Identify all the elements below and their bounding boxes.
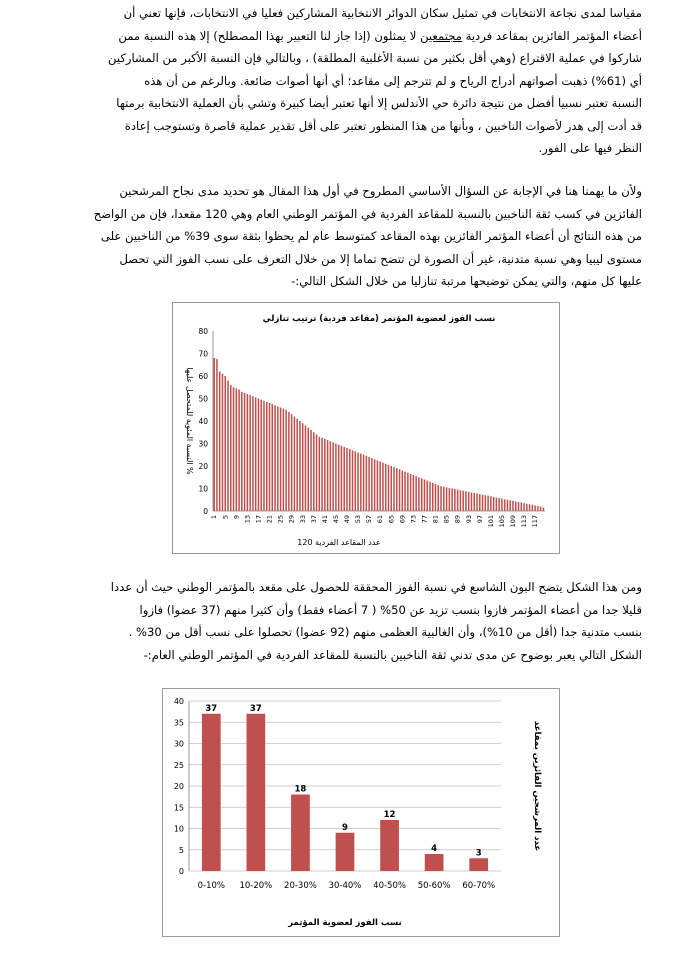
x-tick-label: 93 <box>464 515 473 524</box>
y-tick-label: 30 <box>198 439 208 449</box>
data-bar <box>316 435 318 512</box>
data-bar <box>523 503 525 511</box>
data-bar <box>521 502 523 511</box>
data-bar <box>407 473 409 511</box>
data-bar <box>473 493 475 511</box>
data-bar <box>462 491 464 511</box>
data-bar <box>280 408 282 512</box>
data-bar <box>307 428 309 511</box>
data-bar <box>335 444 337 512</box>
data-label: 4 <box>431 844 438 854</box>
data-bar <box>451 489 453 512</box>
data-bar <box>377 460 379 511</box>
data-bar <box>418 477 420 511</box>
x-tick-label: 105 <box>497 515 506 528</box>
line-part: أعضاء المؤتمر الفائزين بمقاعد فردية <box>461 28 642 43</box>
data-bar <box>213 358 215 511</box>
x-tick-label: 113 <box>520 515 529 528</box>
data-bar <box>374 459 376 511</box>
paragraph-line: الشكل التالي يعبر بوضوح عن مدى تدني ثقة الناخبين بالنسبة للمقاعد الفردية في المؤتمر الوطني العام:- <box>143 647 642 662</box>
data-bar <box>247 394 249 511</box>
data-bar <box>476 493 478 511</box>
chart-2-svg <box>163 689 559 936</box>
x-tick-label: 45 <box>331 515 340 524</box>
data-bar <box>288 412 290 511</box>
y-tick-label: 60 <box>198 372 208 381</box>
data-bar <box>346 448 348 511</box>
x-tick-label: 53 <box>354 515 363 524</box>
x-tick-label: 101 <box>486 515 495 528</box>
data-bar <box>512 501 514 511</box>
data-bar <box>390 466 392 511</box>
data-bar <box>410 474 412 511</box>
chart-win-rate-distribution <box>162 688 560 937</box>
data-label: 37 <box>205 703 218 714</box>
x-tick-label: 41 <box>320 515 329 524</box>
data-bar <box>438 485 440 511</box>
y-tick-label: 20 <box>173 782 184 791</box>
data-bar <box>249 395 251 511</box>
y-axis-title: عدد المرشحين الفائزين بمقاعد <box>532 720 542 852</box>
x-tick-label: 1 <box>210 515 219 520</box>
x-tick-label: 57 <box>365 515 374 524</box>
data-bar <box>465 491 467 511</box>
x-tick-label: 81 <box>431 515 440 524</box>
x-tick-label: 13 <box>243 515 252 524</box>
data-bar <box>302 423 304 511</box>
x-tick-label: 29 <box>287 515 296 524</box>
y-tick-label: 80 <box>198 327 208 336</box>
data-bar <box>283 409 285 511</box>
data-bar <box>260 400 262 511</box>
data-bar <box>449 488 451 511</box>
data-bar <box>274 405 276 511</box>
data-label: 9 <box>342 822 348 833</box>
data-bar <box>219 372 221 512</box>
data-bar <box>299 421 301 511</box>
data-bar <box>440 486 442 511</box>
y-tick-label: 30 <box>173 739 184 749</box>
x-tick-label: 33 <box>298 515 307 524</box>
data-bar <box>425 854 444 871</box>
data-bar <box>482 495 484 511</box>
data-bar <box>504 499 506 511</box>
paragraph-line: شاركوا في عملية الاقتراع (وهي أقل بكثير من نسبة الأغلبية المطلقة) ، وبالتالي فإن النسبة الأكبر من المشاركين <box>108 51 642 65</box>
data-label: 37 <box>249 703 262 714</box>
data-bar <box>393 467 395 511</box>
data-bar <box>534 505 536 511</box>
x-tick-label: 37 <box>309 515 318 524</box>
x-tick-label: 50-60% <box>417 881 451 891</box>
data-bar <box>236 388 238 511</box>
data-bar <box>457 490 459 511</box>
paragraph-line: النسبة تعتبر نسبيا أفضل من نتيجة دائرة حي الأندلس إلا أنها تعتبر أيضا كبيرة وتشي بأن العملية الانتخابية برمتها <box>116 96 642 110</box>
data-bar <box>355 451 357 511</box>
data-bar <box>352 450 354 511</box>
paragraph-line: ومن هذا الشكل يتضح البون الشاسع في نسبة الفوز المحققة للحصول على مقعد بالمؤتمر الوطني حيث أن عددا <box>110 580 642 594</box>
data-bar <box>277 406 279 511</box>
data-bar <box>319 437 321 511</box>
data-bar <box>252 396 254 511</box>
data-bar <box>518 502 520 511</box>
data-bar <box>363 455 365 511</box>
data-bar <box>216 359 218 511</box>
data-bar <box>227 381 229 512</box>
x-tick-label: 40-50% <box>373 881 406 891</box>
paragraph-line: عليها كل منهم، والتي يمكن توضيحها مرتبة تنازليا من خلال الشكل التالي:- <box>291 274 642 288</box>
data-bar <box>446 487 448 511</box>
data-bar <box>490 496 492 511</box>
y-tick-label: 35 <box>173 718 184 728</box>
data-bar <box>291 414 293 511</box>
data-bar <box>388 465 390 511</box>
paragraph-2 <box>38 180 642 293</box>
data-bar <box>382 463 384 511</box>
x-tick-label: 97 <box>475 515 484 524</box>
data-bar <box>338 445 340 511</box>
data-bar <box>255 397 257 511</box>
data-bar <box>291 795 310 872</box>
data-bar <box>468 492 470 511</box>
data-bar <box>498 498 500 511</box>
data-bar <box>413 475 415 511</box>
data-label: 12 <box>383 810 396 820</box>
data-bar <box>324 439 326 511</box>
data-bar <box>343 447 345 511</box>
data-bar <box>537 506 539 511</box>
data-bar <box>366 456 368 511</box>
data-bar <box>399 469 401 511</box>
x-tick-label: 89 <box>453 515 462 524</box>
paragraph-line: قد أدت إلى هدر لأصوات الناخبين ، وبأنها من هذا المنظور تعتبر على أقل تقدير عملية قاصرة وتستوجب إعادة <box>124 118 642 133</box>
paragraph-line: مستوى ليبيا وهي نسبة متدنية، غير أن الصورة لن تتضح تماما إلا من خلال التعرف على نسب الفوز التي تحصل <box>119 251 642 266</box>
data-bar <box>266 402 268 511</box>
data-bar <box>443 487 445 511</box>
paragraph-line: مقياسا لمدى نجاعة الانتخابات في تمثيل سكان الدوائر الانتخابية المشاركين فعليا في الانتخابات، فإنها تعني أن <box>123 6 642 20</box>
data-bar <box>380 820 399 871</box>
data-bar <box>429 482 431 511</box>
y-tick-label: 10 <box>173 824 184 834</box>
paragraph-line-with-underline <box>38 25 642 48</box>
data-bar <box>426 481 428 511</box>
data-bar <box>244 393 246 511</box>
line-part: لا يمثلون (إذا جاز لنا التعبير بهذا المصطلح) إلا هذه النسبة ممن <box>118 28 421 43</box>
data-bar <box>529 504 531 511</box>
paragraph-line: بنسب متدنية جدا (أقل من 10%)، وأن الغالبية العظمى منهم (92 عضوا) تحصلوا على نسب أقل من 30% . <box>128 625 642 639</box>
data-bar <box>485 495 487 511</box>
x-tick-label: 117 <box>531 515 540 528</box>
x-tick-label: 20-30% <box>284 881 317 891</box>
underlined-word: مجتمعين <box>420 28 462 43</box>
data-bar <box>230 385 232 511</box>
data-bar <box>404 472 406 511</box>
x-tick-label: 17 <box>254 515 263 524</box>
paragraph-line: قليلا جدا من أعضاء المؤتمر فازوا بنسب تزيد عن 50% ( 7 أعضاء فقط) وأن كثيرا منهم (37 عضوا) فازوا <box>139 602 642 617</box>
paragraph-3 <box>38 576 642 666</box>
data-bar <box>357 453 359 512</box>
data-bar <box>224 376 226 511</box>
y-axis-title: النسبة المئوية للمتحصل عليها % <box>185 367 194 475</box>
y-tick-label: 0 <box>178 867 184 876</box>
y-tick-label: 0 <box>203 507 208 516</box>
data-bar <box>469 858 488 871</box>
y-tick-label: 10 <box>198 484 208 494</box>
data-bar <box>493 497 495 511</box>
data-bar <box>379 462 381 512</box>
data-bar <box>330 441 332 511</box>
x-axis-title: نسب الفوز لعضوية المؤتمر <box>288 918 402 928</box>
y-tick-label: 5 <box>178 845 184 855</box>
data-bar <box>543 508 545 511</box>
x-tick-label: 85 <box>442 515 451 524</box>
data-bar <box>532 505 534 511</box>
y-tick-label: 40 <box>173 697 184 706</box>
x-tick-label: 69 <box>398 515 407 524</box>
x-tick-label: 73 <box>409 515 418 524</box>
data-bar <box>313 432 315 511</box>
data-bar <box>310 430 312 511</box>
data-bar <box>501 499 503 511</box>
data-bar <box>272 404 274 511</box>
chart-1-svg <box>173 303 559 553</box>
paragraph-line: من هذه النتائج أن أعضاء المؤتمر الفائزين بهذه المقاعد كمتوسط عام لم يحظوا بثقة سوى 39% من الناخبين على <box>100 229 642 243</box>
data-bar <box>241 392 243 511</box>
data-bar <box>327 440 329 511</box>
data-bar <box>507 500 509 511</box>
data-bar <box>294 417 296 512</box>
data-bar <box>222 374 224 511</box>
data-bar <box>496 498 498 512</box>
data-bar <box>368 457 370 511</box>
y-tick-label: 20 <box>198 462 208 471</box>
x-tick-label: 30-40% <box>328 881 362 891</box>
x-tick-label: 60-70% <box>462 881 496 891</box>
x-tick-label: 61 <box>376 515 385 524</box>
data-bar <box>540 507 542 512</box>
data-bar <box>526 504 528 511</box>
y-tick-label: 15 <box>173 803 184 813</box>
chart-descending-win-rates <box>172 302 560 554</box>
data-bar <box>471 493 473 511</box>
data-label: 18 <box>294 784 307 795</box>
data-bar <box>269 403 271 511</box>
data-bar <box>487 496 489 511</box>
data-bar <box>349 449 351 511</box>
x-tick-label: 10-20% <box>239 881 273 891</box>
data-bar <box>305 426 307 512</box>
data-bar <box>258 399 260 512</box>
data-bar <box>321 438 323 511</box>
data-bar <box>285 410 287 511</box>
data-bar <box>479 494 481 511</box>
y-tick-label: 50 <box>198 394 208 404</box>
paragraph-line: أي (61%) ذهبت أصواتهم أدراج الرياح و لم تترجم إلى مقاعد؛ أي أنها أصوات ضائعة. وبالرغم من أن هذه <box>144 73 642 88</box>
data-bar <box>332 442 334 511</box>
data-bar <box>263 401 265 511</box>
y-tick-label: 25 <box>173 760 184 770</box>
data-bar <box>336 833 355 871</box>
data-bar <box>454 489 456 511</box>
data-bar <box>360 454 362 511</box>
x-tick-label: 77 <box>420 515 429 524</box>
x-tick-label: 65 <box>387 515 396 524</box>
paragraph-line: ولأن ما يهمنا هنا في الإجابة عن السؤال الأساسي المطروح في أول هذا المقال هو تحديد مدى نجاح المرشحين <box>119 184 642 198</box>
paragraph-line: الفائزين في كسب ثقة الناخبين بالنسبة للمقاعد الفردية في المؤتمر الوطني العام وهي 120 مقعدا، فإن من الواضح <box>93 206 642 221</box>
data-bar <box>202 714 221 871</box>
data-bar <box>233 387 235 511</box>
data-bar <box>296 419 298 511</box>
data-bar <box>396 468 398 511</box>
chart-title: نسب الفوز لعضوية المؤتمر (مقاعد فردية) ترتيب تنازلي <box>262 314 496 324</box>
data-bar <box>424 480 426 512</box>
data-label: 3 <box>475 848 482 859</box>
data-bar <box>246 714 265 871</box>
data-bar <box>460 490 462 511</box>
x-axis-title: عدد المقاعد الفردية 120 <box>297 538 381 547</box>
data-bar <box>421 478 423 511</box>
x-tick-label: 5 <box>221 515 230 520</box>
x-tick-label: 25 <box>276 515 285 524</box>
y-tick-label: 70 <box>198 349 208 359</box>
x-tick-label: 21 <box>265 515 274 524</box>
data-bar <box>432 483 434 511</box>
data-bar <box>515 502 517 511</box>
data-bar <box>341 446 343 511</box>
data-bar <box>415 476 417 511</box>
data-bar <box>435 484 437 511</box>
data-bar <box>402 471 404 512</box>
x-tick-label: 109 <box>509 515 518 528</box>
x-tick-label: 0-10% <box>197 881 225 891</box>
data-bar <box>371 458 373 511</box>
y-tick-label: 40 <box>198 417 208 426</box>
paragraph-1 <box>38 2 642 160</box>
data-bar <box>238 390 240 512</box>
paragraph-line: النظر فيها على الفور. <box>538 141 642 155</box>
data-bar <box>385 464 387 511</box>
data-bar <box>509 500 511 511</box>
x-tick-label: 49 <box>343 515 352 524</box>
x-tick-label: 9 <box>232 515 241 520</box>
